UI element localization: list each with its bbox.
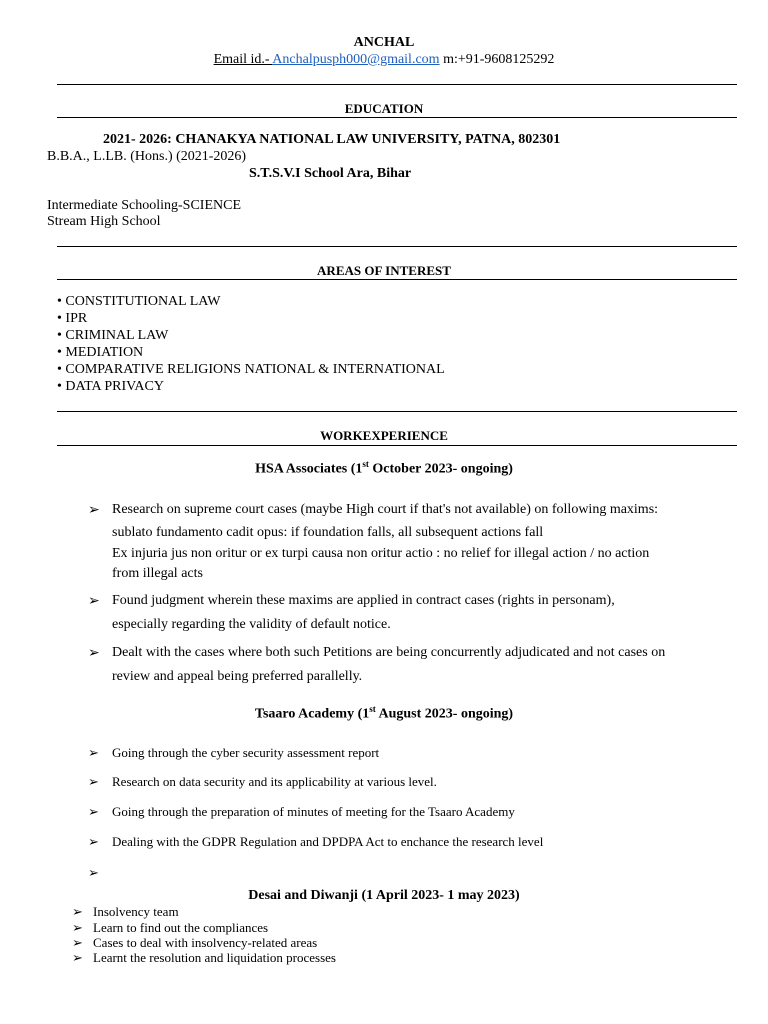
desai-item: Learn to find out the compliances <box>93 920 269 935</box>
tsaaro-item: Dealing with the GDPR Regulation and DPDPA Act to enchance the research level <box>112 834 544 849</box>
divider <box>57 279 737 280</box>
university-line: 2021- 2026: CHANAKYA NATIONAL LAW UNIVERSITY, PATNA, 802301 <box>103 132 561 147</box>
arrow-bullet-icon: ➢ <box>88 774 99 789</box>
arrow-bullet-icon: ➢ <box>88 804 99 819</box>
desai-item: Insolvency team <box>93 904 179 919</box>
phone-number: m:+91-9608125292 <box>439 52 555 67</box>
arrow-bullet-icon: ➢ <box>72 904 83 919</box>
interest-item: • COMPARATIVE RELIGIONS NATIONAL & INTERNATIONAL <box>57 362 445 377</box>
hsa-item-line: Ex injuria jus non oritur or ex turpi causa non oritur actio : no relief for illegal action / no action <box>112 546 650 561</box>
arrow-bullet-icon: ➢ <box>88 646 100 661</box>
arrow-bullet-icon: ➢ <box>88 503 100 518</box>
hsa-item-line: especially regarding the validity of default notice. <box>112 617 391 632</box>
school-name: S.T.S.V.I School Ara, Bihar <box>249 166 412 181</box>
arrow-bullet-icon: ➢ <box>88 865 99 880</box>
arrow-bullet-icon: ➢ <box>72 950 83 965</box>
arrow-bullet-icon: ➢ <box>72 920 83 935</box>
arrow-bullet-icon: ➢ <box>88 834 99 849</box>
tsaaro-item: Going through the preparation of minutes of meeting for the Tsaaro Academy <box>112 804 515 819</box>
tsaaro-item: Research on data security and its applicability at various level. <box>112 774 437 789</box>
divider <box>57 411 737 412</box>
hsa-item-line: sublato fundamento cadit opus: if foundation falls, all subsequent actions fall <box>112 525 544 540</box>
hsa-item-line: Found judgment wherein these maxims are applied in contract cases (rights in personam), <box>112 593 615 608</box>
desai-item: Cases to deal with insolvency-related areas <box>93 935 318 950</box>
interest-item: • CONSTITUTIONAL LAW <box>57 294 221 309</box>
interest-item: • IPR <box>57 311 88 326</box>
interest-item: • DATA PRIVACY <box>57 379 164 394</box>
hsa-item-line: from illegal acts <box>112 566 203 581</box>
hsa-item-line: review and appeal being preferred parallelly. <box>112 669 363 684</box>
divider <box>57 84 737 85</box>
degree: B.B.A., L.LB. (Hons.) (2021-2026) <box>47 149 247 164</box>
hsa-item-line: Research on supreme court cases (maybe High court if that's not available) on following maxims: <box>112 502 659 517</box>
interest-item: • MEDIATION <box>57 345 144 360</box>
arrow-bullet-icon: ➢ <box>88 745 99 760</box>
contact-line <box>0 52 768 68</box>
work-heading: WORKEXPERIENCE <box>320 428 448 443</box>
education-heading: EDUCATION <box>344 101 424 116</box>
hsa-item-line: Dealt with the cases where both such Petitions are being concurrently adjudicated and not cases on <box>112 645 666 660</box>
divider <box>57 445 737 446</box>
tsaaro-item: Going through the cyber security assessment report <box>112 745 380 760</box>
intermediate-schooling: Intermediate Schooling-SCIENCE <box>47 198 242 213</box>
resume-name: ANCHAL <box>353 35 415 50</box>
arrow-bullet-icon: ➢ <box>88 594 100 609</box>
interest-item: • CRIMINAL LAW <box>57 328 169 343</box>
desai-item: Learnt the resolution and liquidation processes <box>93 950 336 965</box>
job-title-tsaaro: Tsaaro Academy (1st August 2023- ongoing) <box>254 704 514 722</box>
job-title-desai: Desai and Diwanji (1 April 2023- 1 may 2023) <box>248 888 520 903</box>
email-label: Email id.- <box>213 52 273 67</box>
email-link[interactable]: Anchalpusph000@gmail.com <box>272 52 440 67</box>
interests-heading: AREAS OF INTEREST <box>317 263 451 278</box>
job-title-hsa: HSA Associates (1st October 2023- ongoing) <box>255 459 513 477</box>
divider <box>57 117 737 118</box>
stream-school: Stream High School <box>47 214 161 229</box>
arrow-bullet-icon: ➢ <box>72 935 83 950</box>
divider <box>57 246 737 247</box>
